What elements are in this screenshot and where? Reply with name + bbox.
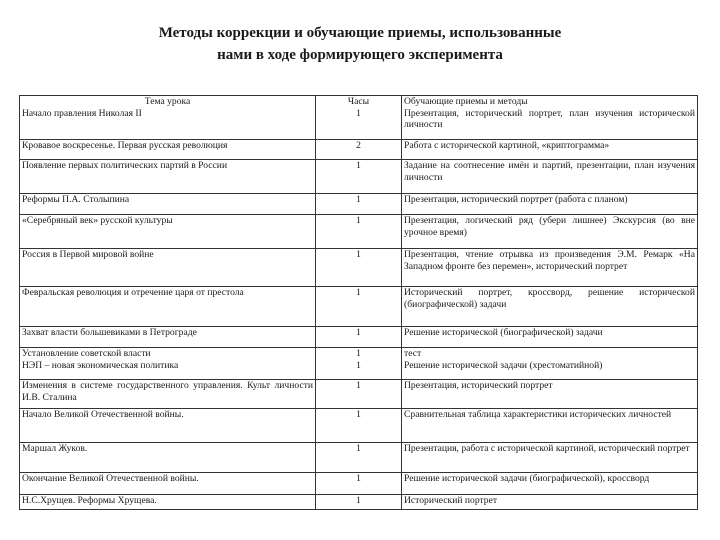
header-topic: Тема урока xyxy=(144,96,191,107)
hours-cell: 1 xyxy=(316,409,402,443)
methods-cell: Задание на соотнесение имён и партий, презентации, план изучения личности xyxy=(402,160,698,194)
topic-cell: Захват власти большевиками в Петрограде xyxy=(20,327,316,348)
hours-cell: 1 xyxy=(316,443,402,473)
topic-cell: Февральская революция и отречение царя от престола xyxy=(20,287,316,327)
table-row xyxy=(20,140,698,160)
topic-cell: Россия в Первой мировой войне xyxy=(20,249,316,287)
methods-cell: Работа с исторической картиной, «криптограмма» xyxy=(402,140,698,160)
topic-cell xyxy=(20,348,316,380)
hours-cell: 1 xyxy=(316,249,402,287)
table-row xyxy=(20,215,698,249)
hours-cell: 1 xyxy=(316,287,402,327)
methods-cell: Исторический портрет xyxy=(402,495,698,510)
methods-cell: Презентация, логический ряд (убери лишнее) Экскурсия (во вне урочное время) xyxy=(402,215,698,249)
topic-cell: Реформы П.А. Столыпина xyxy=(20,194,316,215)
methods-text: Презентация, исторический портрет, план изучения исторической личности xyxy=(404,107,695,131)
hours-text: 1 xyxy=(356,359,361,371)
topic-cell: Окончание Великой Отечественной войны. xyxy=(20,473,316,495)
table-row xyxy=(20,96,698,140)
hours-text: 1 xyxy=(356,348,361,359)
page-title xyxy=(0,22,720,66)
topic-text: Начало правления Николая II xyxy=(22,107,142,119)
hours-cell: 1 xyxy=(316,215,402,249)
methods-cell xyxy=(402,348,698,380)
table-row xyxy=(20,443,698,473)
methods-cell: Презентация, чтение отрывка из произведения Э.М. Ремарк «На Западном фронте без перемен», исторический портрет xyxy=(402,249,698,287)
methods-cell: Презентация, работа с исторической картиной, исторический портрет xyxy=(402,443,698,473)
hours-cell: 2 xyxy=(316,140,402,160)
table-row xyxy=(20,249,698,287)
methods-text: тест xyxy=(404,348,422,359)
methods-cell: Презентация, исторический портрет (работа с планом) xyxy=(402,194,698,215)
hours-cell: 1 xyxy=(316,194,402,215)
topic-cell: Н.С.Хрущев. Реформы Хрущева. xyxy=(20,495,316,510)
methods-cell xyxy=(402,96,698,140)
hours-cell: 1 xyxy=(316,495,402,510)
table-row xyxy=(20,380,698,409)
methods-table xyxy=(19,95,698,510)
topic-cell: Изменения в системе государственного управления. Культ личности И.В. Сталина xyxy=(20,380,316,409)
methods-cell: Решение исторической задачи (биографической), кроссворд xyxy=(402,473,698,495)
hours-cell: 1 xyxy=(316,473,402,495)
table-row xyxy=(20,287,698,327)
methods-text: Решение исторической задачи (хрестоматийной) xyxy=(404,359,603,371)
header-methods: Обучающие приемы и методы xyxy=(404,96,528,107)
topic-cell: Появление первых политических партий в России xyxy=(20,160,316,194)
topic-cell: Начало Великой Отечественной войны. xyxy=(20,409,316,443)
topic-text: НЭП – новая экономическая политика xyxy=(22,359,179,371)
hours-cell: 1 xyxy=(316,380,402,409)
hours-text: 1 xyxy=(356,107,361,119)
topic-cell: «Серебряный век» русской культуры xyxy=(20,215,316,249)
table-row xyxy=(20,160,698,194)
topic-cell: Маршал Жуков. xyxy=(20,443,316,473)
topic-text: Установление советской власти xyxy=(22,348,151,359)
table-row xyxy=(20,409,698,443)
hours-cell: 1 xyxy=(316,160,402,194)
topic-cell: Кровавое воскресенье. Первая русская революция xyxy=(20,140,316,160)
hours-cell xyxy=(316,348,402,380)
title-line-2: нами в ходе формирующего эксперимента xyxy=(217,47,503,63)
hours-cell xyxy=(316,96,402,140)
hours-cell: 1 xyxy=(316,327,402,348)
methods-cell: Исторический портрет, кроссворд, решение исторической (биографической) задачи xyxy=(402,287,698,327)
methods-cell: Сравнительная таблица характеристики исторических личностей xyxy=(402,409,698,443)
table-row xyxy=(20,495,698,510)
table-row xyxy=(20,348,698,380)
methods-cell: Презентация, исторический портрет xyxy=(402,380,698,409)
table-row xyxy=(20,327,698,348)
title-line-1: Методы коррекции и обучающие приемы, использованные xyxy=(158,25,562,41)
topic-cell xyxy=(20,96,316,140)
table-row xyxy=(20,194,698,215)
header-hours: Часы xyxy=(347,96,370,107)
table-row xyxy=(20,473,698,495)
methods-cell: Решение исторической (биографической) задачи xyxy=(402,327,698,348)
